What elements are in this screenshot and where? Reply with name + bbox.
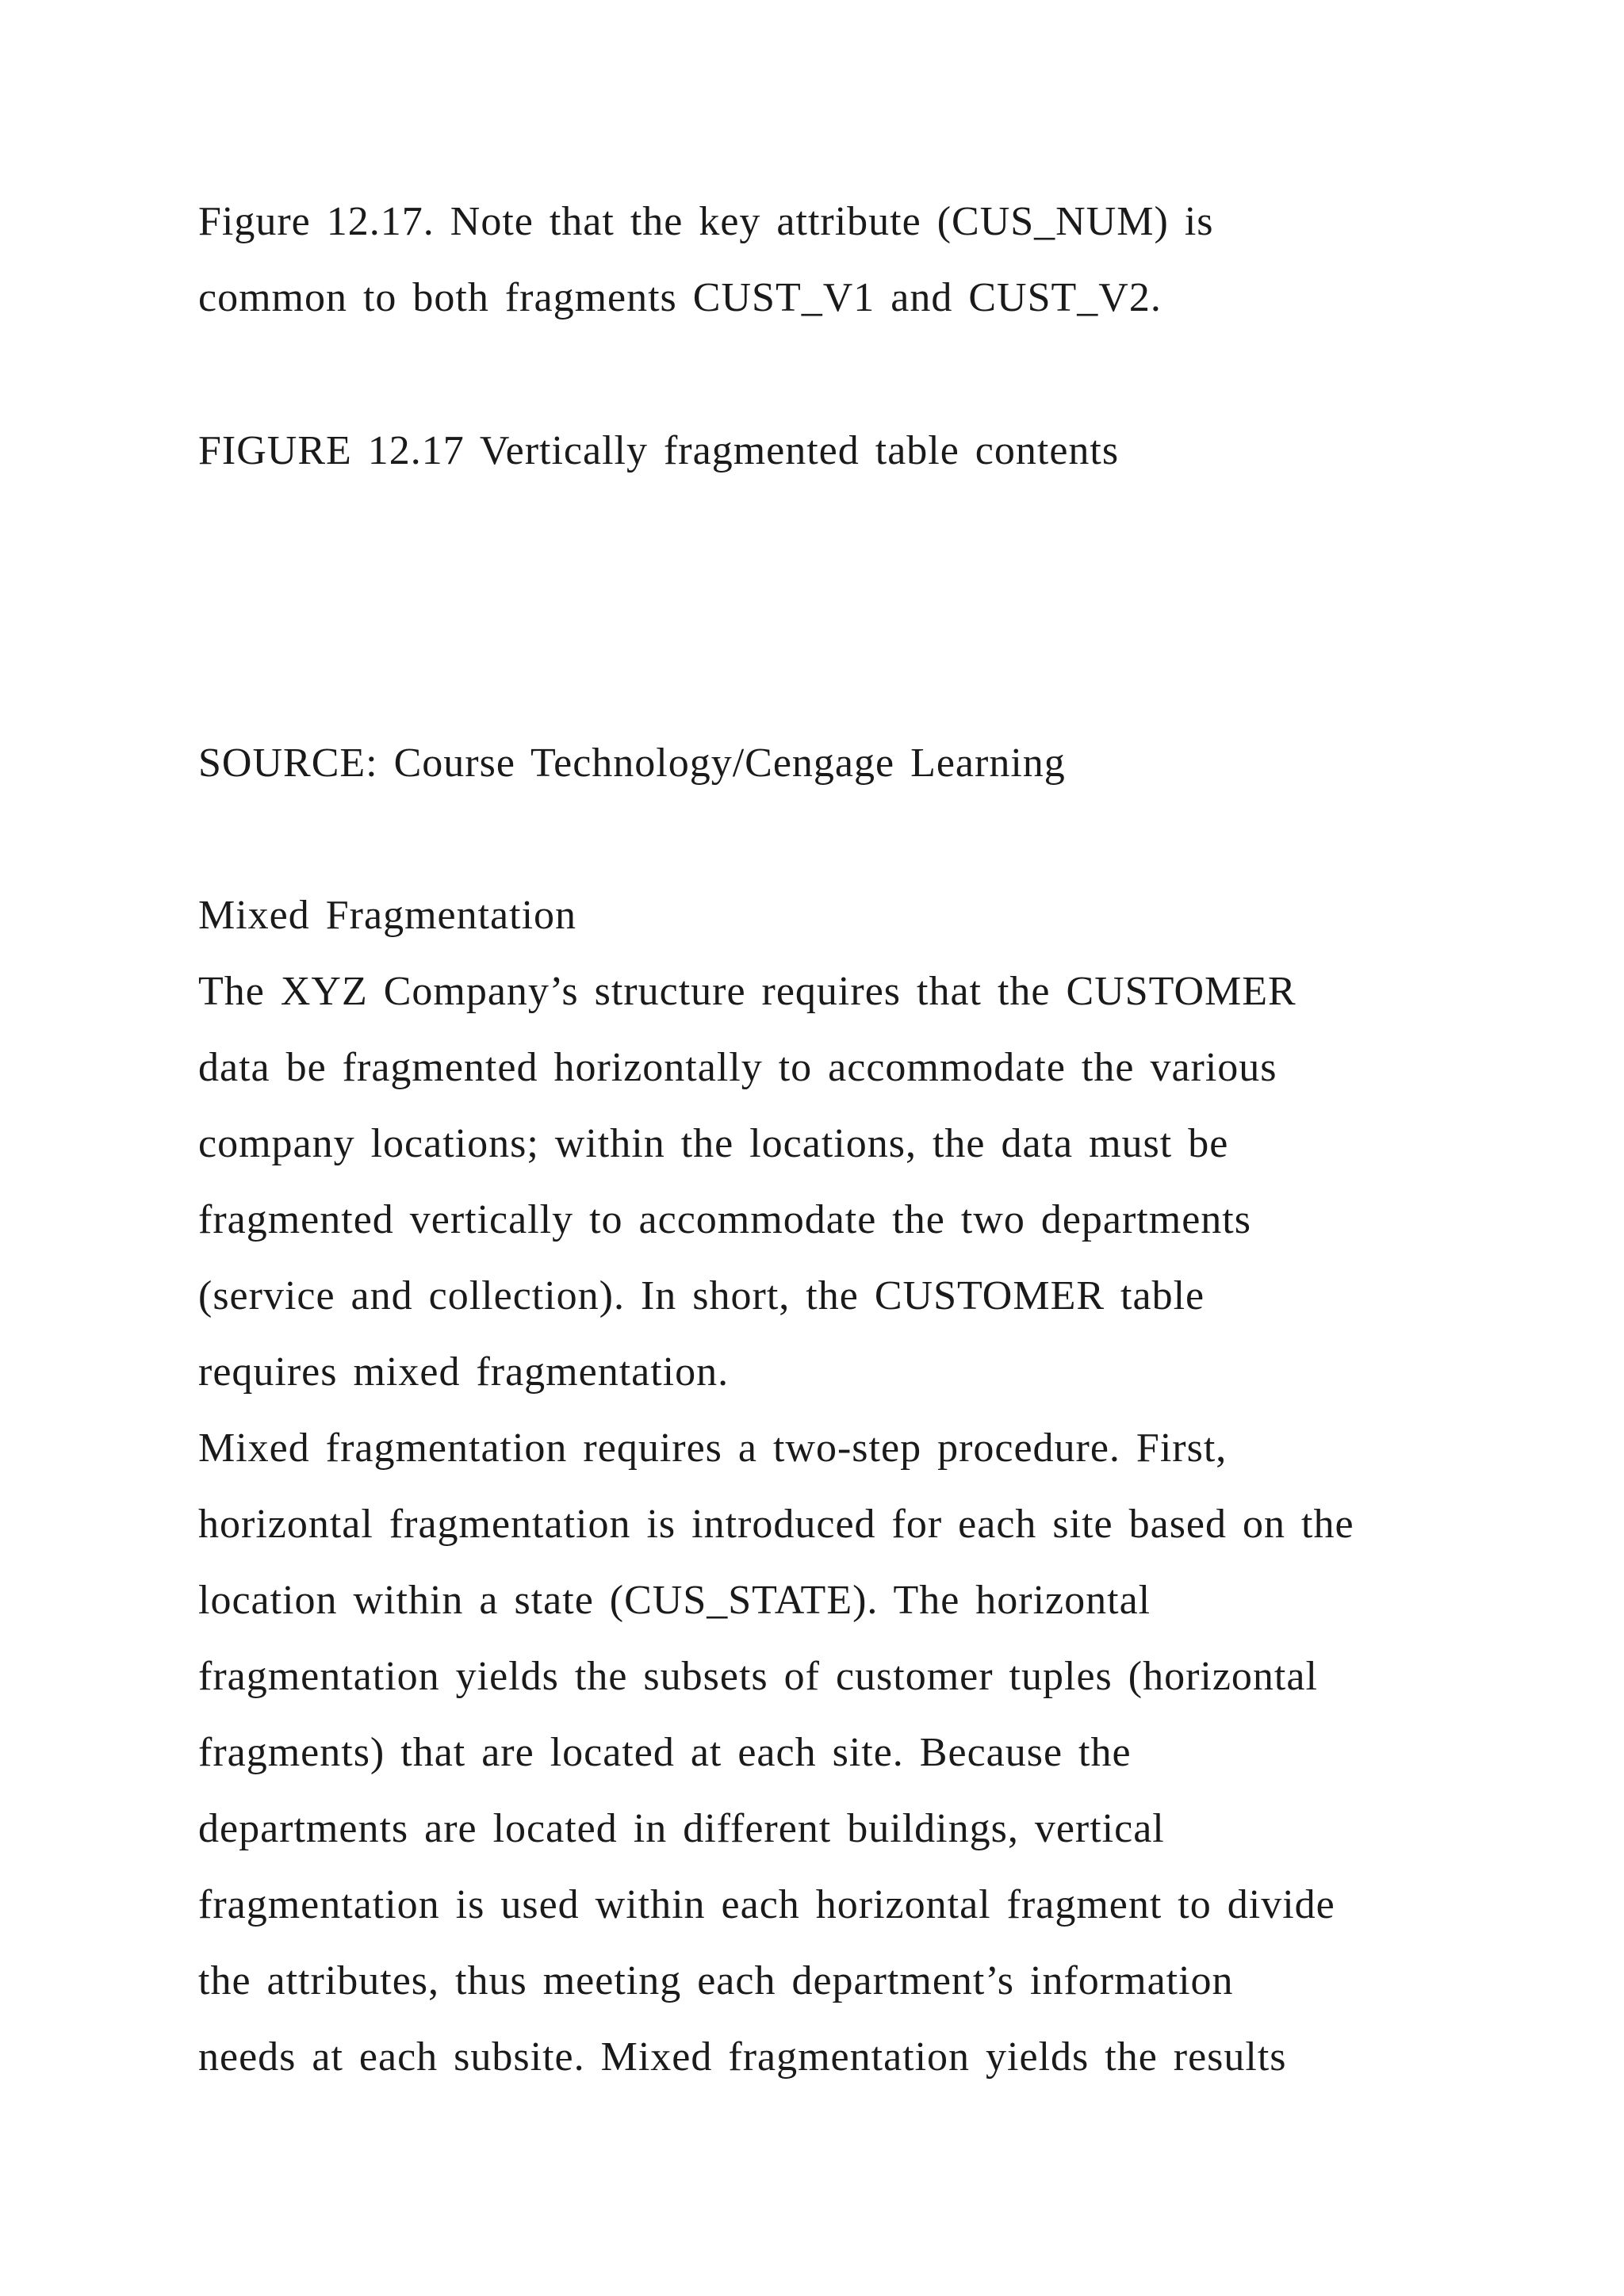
intro-line: common to both fragments CUST_V1 and CUST_V2.: [198, 275, 1162, 320]
paragraph-line: horizontal fragmentation is introduced for each site based on the: [198, 1502, 1354, 1547]
paragraph-line: requires mixed fragmentation.: [198, 1349, 730, 1395]
section-heading: Mixed Fragmentation: [198, 893, 577, 938]
figure-caption: FIGURE 12.17 Vertically fragmented table contents: [198, 428, 1120, 473]
paragraph-line: Mixed fragmentation requires a two-step procedure. First,: [198, 1425, 1228, 1471]
paragraph-line: fragmentation yields the subsets of customer tuples (horizontal: [198, 1654, 1318, 1699]
paragraph-line: company locations; within the locations, the data must be: [198, 1121, 1229, 1166]
paragraph-line: fragments) that are located at each site. Because the: [198, 1730, 1132, 1775]
paragraph-line: the attributes, thus meeting each department’s information: [198, 1958, 1234, 2003]
intro-line: Figure 12.17. Note that the key attribute (CUS_NUM) is: [198, 199, 1214, 244]
paragraph-line: fragmentation is used within each horizontal fragment to divide: [198, 1882, 1335, 1927]
paragraph-line: fragmented vertically to accommodate the two departments: [198, 1197, 1251, 1242]
paragraph-line: data be fragmented horizontally to accommodate the various: [198, 1045, 1277, 1090]
paragraph-line: needs at each subsite. Mixed fragmentation yields the results: [198, 2034, 1287, 2080]
source-line: SOURCE: Course Technology/Cengage Learning: [198, 740, 1066, 786]
paragraph-line: The XYZ Company’s structure requires that the CUSTOMER: [198, 969, 1297, 1014]
paragraph-line: location within a state (CUS_STATE). The horizontal: [198, 1578, 1151, 1623]
paragraph-line: (service and collection). In short, the CUSTOMER table: [198, 1273, 1205, 1318]
paragraph-line: departments are located in different buildings, vertical: [198, 1806, 1165, 1851]
